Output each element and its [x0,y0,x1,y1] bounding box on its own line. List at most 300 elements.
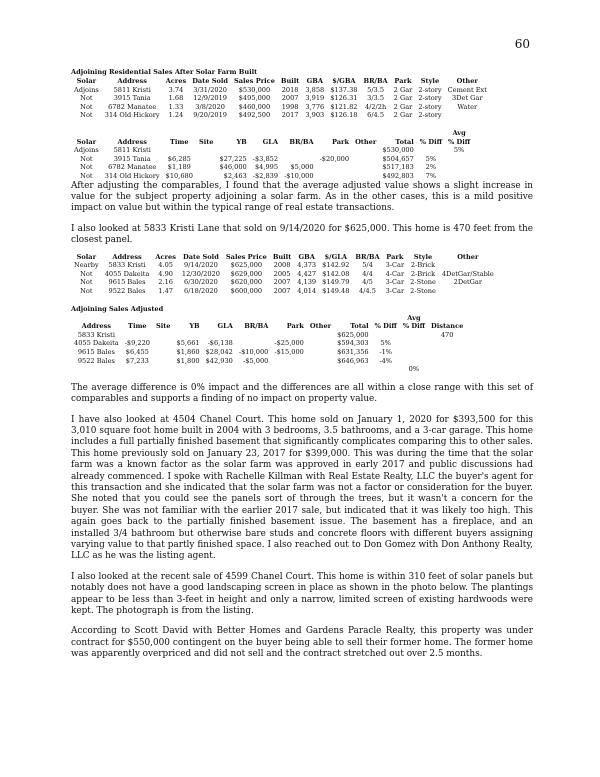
table4-cell [236,331,272,340]
table4-header-cell: BR/BA [244,322,269,331]
table4-avg-cell [203,314,236,323]
table3-cell: $142.08 [322,269,350,278]
table2-cell [196,172,217,181]
table4-cell [400,348,428,357]
table1-sales-after-solar [71,77,490,120]
table3-header-cell: Date Sold [183,252,219,261]
table2-avg-cell [317,129,353,138]
table1-header-cell: Other [456,77,478,85]
table4-avg-cell [174,314,203,323]
table2-header-row [71,138,473,147]
table2-cell [196,155,217,164]
table2-cell [317,163,353,172]
table4-avg-cell [71,314,122,323]
table4-body [71,331,466,374]
table4-cell: $631,356 [337,347,369,356]
table3-cell: 4DetGar/Stable [441,269,494,278]
table4-header-cell: Site [156,322,171,331]
table4-avg-cell [307,314,334,323]
paragraph-3: The average difference is 0% impact and the differences are all within a close range with this set of comparables and supports a finding of no impact on property value. [71,382,533,405]
table4-header-cell: GLA [217,322,233,331]
table2-cell [445,155,473,164]
table3-cell: Not [80,278,93,287]
table2-cell [281,155,317,164]
table3-cell: 3-Car [385,278,405,287]
table3-cell: 2-Brick [410,261,436,270]
table4-average-cell: 0% [408,365,420,374]
table4-header-cell: Address [81,322,112,331]
table4-cell [400,357,428,366]
table4-avg-cell [122,314,153,323]
table4-cell [307,339,334,348]
table1-row [71,111,490,120]
table2-cell: Not [80,163,93,172]
table3-header-cell: Address [112,252,142,261]
table4-cell: -$25,000 [274,339,304,348]
table3-header-cell: $/GLA [324,252,347,261]
table4-cell: 5833 Kristi [77,330,115,339]
table2-header-cell: Total [395,137,414,146]
table2-header-cell: BR/BA [289,137,314,146]
table1-row [71,86,490,95]
table3-row [71,261,497,270]
table4-cell: -$6,138 [207,339,233,348]
table4-caption: Adjoining Sales Adjusted [71,304,164,313]
table4-average-cell [334,365,371,374]
table2-cell [163,146,196,155]
table4-average-cell [203,365,236,374]
table4-cell [307,357,334,366]
table4-cell: $7,233 [125,356,149,365]
table4-cell: $1,800 [176,356,200,365]
table2-avg-cell [281,129,317,138]
table3-cell: $625,000 [230,261,263,270]
table1-cell: $492,500 [238,111,271,120]
table2-avg-cell [417,129,445,138]
table4-average-cell [236,365,272,374]
table2-cell: $492,803 [382,171,414,180]
table1-cell: 2 Gar [393,85,413,94]
table3-cell: 5/4 [362,261,373,270]
table2-avg-cell [196,129,217,138]
table2-cell [445,163,473,172]
table4-avg-row [71,314,466,323]
table2-adjusted [71,129,473,181]
table2-cell: $530,000 [382,146,414,155]
table4-cell: $28,042 [205,347,233,356]
table1-body [71,86,490,120]
table4-cell [236,339,272,348]
table4-average-cell [71,365,122,374]
table1-cell: 2 Gar [393,111,413,120]
table2-avg-cell [250,129,281,138]
table2-avg-cell [379,129,416,138]
table3-cell: 1.47 [158,286,173,295]
table4-avg-cell: Avg [407,313,421,322]
table4-header-cell: YB [189,322,200,331]
table4-average-cell [307,365,334,374]
table2-cell: 3915 Tania [113,154,151,163]
table2-cell: -$10,000 [284,171,314,180]
table2-avg-cell: Avg [452,128,466,137]
table3-cell: Not [80,269,93,278]
table3-header-row [71,253,497,262]
table1-header-cell: $/GBA [332,77,356,85]
table4-header-cell: % Diff [374,322,397,331]
table4-average-cell [372,365,400,374]
table2-cell: $504,657 [382,154,414,163]
table4-cell: 4055 Dakeita [74,339,119,348]
table1-cell: 1.68 [168,94,184,103]
table3-cell: 6/18/2020 [184,286,218,295]
table1-cell: Adjoins [74,85,99,94]
table2-cell [196,163,217,172]
table2-cell: $10,680 [165,171,193,180]
page-number: 60 [514,37,530,51]
table1-cell: 2-story [418,94,442,103]
table3-cell: $620,000 [230,278,263,287]
table2-cell: -$3,852 [252,154,279,163]
table2-cell: 2% [425,163,437,172]
table3-row [71,287,497,296]
table4-adjoining-adjusted [71,314,466,374]
table3-cell: 12/30/2020 [181,269,220,278]
table1-cell: 3,776 [305,102,325,111]
table1-cell: 2018 [281,85,299,94]
table2-cell [317,146,353,155]
table1-cell: 2 Gar [393,94,413,103]
table1-cell: $460,000 [238,102,271,111]
table4-cell: $5,661 [176,339,200,348]
table1-cell: $121.82 [330,102,358,111]
table3-cell [439,261,497,270]
table4-row [71,331,466,340]
table2-cell [352,155,379,164]
table4-cell: $646,963 [337,356,369,365]
table4-cell: $1,860 [176,347,200,356]
table3-header-cell: GBA [298,252,315,261]
table4-cell: 9615 Bales [77,347,115,356]
table2-cell [417,146,445,155]
table2-avg-row [71,129,473,138]
table3-cell: $149.48 [322,286,350,295]
table3-cell [439,287,497,296]
table4-header-cell: Other [309,322,332,331]
table4-header-cell: Time [128,322,147,331]
table1-cell: 3/3.5 [367,94,385,103]
table1-cell: 6/4.5 [367,111,385,120]
table1-header-cell: GBA [306,77,323,85]
table2-cell: Not [80,171,93,180]
table3-cell: $600,000 [230,286,263,295]
table3-cell: 2005 [273,269,291,278]
table4-cell: -$9,220 [124,339,150,348]
paragraph-5: I also looked at the recent sale of 4599 Chanel Court. This home is within 310 feet of solar panels but notably does not have a good landscaping screen in place as shown in the photo below. The plantings appear to be less than 3-feet in height and only a narrow, limited screen of existing hardwoods were kept. The photograph is from the listing. [71,571,533,616]
table1-cell: 314 Old Hickory [104,111,160,120]
table3-cell: 9522 Bales [108,286,146,295]
table4-cell: $6,455 [125,347,149,356]
table4-cell [400,339,428,348]
table4-cell [307,348,334,357]
table1-cell: 2-story [418,85,442,94]
table3-cell: 9615 Bales [108,278,146,287]
table2-cell: $46,000 [219,163,247,172]
table4-cell: 470 [440,330,454,339]
table1-cell: 2-story [418,111,442,120]
table4-header-cell: Distance [431,322,464,331]
table2-header-cell: Other [355,137,377,146]
table4-avg-cell [428,314,466,323]
table1-cell: 2017 [281,111,299,120]
table2-cell [281,146,317,155]
table1-cell: Not [80,94,93,103]
table2-cell [352,146,379,155]
paragraph-1: After adjusting the comparables, I found that the average adjusted value shows a slight increase in value for the subject property adjoining a solar farm. As in the other cases, this is a mild positive impact on value but within the typical range of real estate transactions. [71,180,533,214]
table4-cell [153,339,174,348]
paragraph-2: I also looked at 5833 Kristi Lane that sold on 9/14/2020 for $625,000. This home is 470 feet from the closest panel. [71,223,533,246]
table4-avg-cell [334,314,371,323]
table4-cell [428,339,466,348]
table2-cell [196,146,217,155]
table2-cell: 5% [453,146,465,155]
table4-cell: 9522 Bales [77,356,115,365]
table2-cell [445,172,473,181]
table2-cell: Adjoins [74,146,99,155]
table1-cell: 3,903 [305,111,325,120]
table2-cell: $4,995 [254,163,279,172]
table1-cell: 4/2/2h [364,102,387,111]
table3-cell: $149.79 [322,278,350,287]
table4-average-cell [174,365,203,374]
table3-header-cell: BR/BA [355,252,380,261]
table3-header-cell: Park [386,252,404,261]
table3-cell: 2DetGar [453,278,483,287]
table2-avg-cell [71,129,102,138]
table2-header-cell: GLA [262,137,279,146]
table3-header-cell: Sales Price [225,252,267,261]
table1-header-cell: Solar [76,77,97,85]
table1-header-cell: Park [394,77,412,85]
table4-cell [428,348,466,357]
table1-cell: $126.18 [330,111,358,120]
table4-average-cell [271,365,307,374]
table1-cell: 3/31/2020 [193,85,227,94]
table2-cell [250,146,281,155]
table3-cell: 2007 [273,278,291,287]
table1-cell: 12/9/2019 [193,94,227,103]
table4-cell: $42,930 [205,356,233,365]
table2-cell: -$2,839 [252,171,279,180]
table1-header-cell: Address [117,77,147,85]
table4-header-cell: Park [286,322,304,331]
table4-cell [271,357,307,366]
table3-cell: 5833 Kristi [108,261,146,270]
table1-cell: 2-story [418,102,442,111]
table3-cell: 9/14/2020 [184,261,218,270]
table4-cell [174,331,203,340]
table1-cell: 9/20/2019 [193,111,227,120]
table4-avg-cell [271,314,307,323]
table1-cell: 3.74 [168,85,184,94]
table3-body [71,261,497,295]
table1-cell: $530,000 [238,85,271,94]
table4-cell: -$15,000 [274,347,304,356]
table1-header-cell: Sales Price [234,77,275,85]
table3-cell: 4/4 [362,269,373,278]
table3-cell: 2007 [273,286,291,295]
table3-cell: Nearby [74,261,99,270]
page-content [71,68,533,661]
table4-cell [307,331,334,340]
paragraph-6: According to Scott David with Better Homes and Gardens Paracle Realty, this property was under contract for $550,000 contingent on the buyer being able to sell their former home. The former home was apparently overpriced and did not sell and the contract stretched out over 2.5 months. [71,626,533,660]
table2-cell: -$20,000 [319,154,350,163]
table4-cell: -1% [379,347,393,356]
table3-cell: Not [80,286,93,295]
table3-cell: 4055 Dakeita [104,269,150,278]
table1-cell: Not [80,102,93,111]
table2-header-cell: Time [170,137,189,146]
table4-avg-cell [372,314,400,323]
table3-cell: 2008 [273,261,291,270]
table3-cell: $142.92 [322,261,350,270]
table4-cell: 5% [380,339,391,348]
table2-cell: $27,225 [219,154,247,163]
table3-kristi-comparables [71,253,497,296]
table4-cell [153,348,174,357]
table3-cell: 2-Stone [410,278,436,287]
table3-cell: 6/30/2020 [184,278,218,287]
table2-cell: 5811 Kristi [113,146,151,155]
table2-header-cell: % Diff [419,137,442,146]
table2-cell: $5,000 [290,163,314,172]
table4-average-row [71,365,466,374]
table1-cell: 5/3.5 [367,85,385,94]
table2-row [71,172,473,181]
table1-cell: $137.38 [330,85,358,94]
table2-avg-cell [352,129,379,138]
table1-cell: 1998 [281,102,299,111]
table2-cell: 5% [425,154,437,163]
table2-avg-cell [216,129,249,138]
table1-cell: 3Det Gar [452,94,483,103]
table1-cell: 1.33 [168,102,184,111]
table2-cell: $6,285 [167,154,191,163]
table4-cell [153,357,174,366]
table1-cell: Water [457,102,478,111]
table4-cell [271,331,307,340]
table1-cell [445,111,490,120]
table2-row [71,163,473,172]
table3-cell: 3-Car [385,286,405,295]
table4-cell: -$5,000 [243,356,269,365]
table4-header-cell: % Diff [402,322,426,331]
table1-cell: 3915 Tania [113,94,151,103]
table2-cell [352,172,379,181]
table2-cell [216,146,249,155]
table3-header-cell: Acres [155,252,176,261]
table2-cell [317,172,353,181]
table1-cell: $495,000 [238,94,271,103]
table3-header-cell: Style [413,252,433,261]
table3-header-cell: Solar [76,252,97,261]
table4-cell [153,331,174,340]
table4-row [71,339,466,348]
table3-cell: 4,427 [297,269,317,278]
table3-cell: 3-Car [385,261,405,270]
table4-cell [428,357,466,366]
table3-row [71,270,497,279]
table1-cell: 2007 [281,94,299,103]
table4-avg-cell [153,314,174,323]
table1-cell: Cement Ext [447,85,487,94]
table4-cell: $594,303 [337,339,369,348]
table3-header-cell: Built [272,252,292,261]
table4-cell: $625,000 [337,330,369,339]
table4-average-cell [428,365,466,374]
table3-cell: 4.05 [158,261,173,270]
table1-header-row [71,77,490,86]
table2-cell: $1,189 [167,163,191,172]
table3-cell: 4-Car [385,269,405,278]
table4-cell: -$10,000 [238,347,269,356]
table2-avg-cell [163,129,196,138]
table3-cell: 4,373 [297,261,317,270]
table3-cell: 2-Brick [410,269,436,278]
table2-cell: 6782 Manatee [108,163,157,172]
table4-cell [122,331,153,340]
table4-header-cell: Total [350,322,369,331]
table1-cell: Not [80,111,93,120]
table3-cell: 4.90 [158,269,173,278]
table3-cell: 4/5 [362,278,373,287]
table3-cell: 4,014 [297,286,317,295]
table3-cell: 2-Stone [410,286,436,295]
table1-header-cell: Acres [165,77,187,85]
table4-cell [400,331,428,340]
table1-row [71,103,490,112]
table2-row [71,155,473,164]
table4-cell: -4% [379,356,393,365]
table1-header-cell: BR/BA [363,77,388,85]
table1-cell: 1.24 [168,111,184,120]
table2-row [71,146,473,155]
table1-header-cell: Built [280,77,300,85]
table3-header-cell: Other [457,252,479,261]
table2-header-cell: % Diff [448,137,471,146]
table1-cell: 5811 Kristi [113,85,151,94]
table3-cell: 2.16 [158,278,173,287]
table3-cell: 4,139 [297,278,317,287]
paragraph-4: I have also looked at 4504 Chanel Court. This home sold on January 1, 2020 for $393,500 for this 3,010 square foot home built in 2004 with 3 bedrooms, 3.5 bathrooms, and a 3-car garage. This home includes a full partially finished basement that significantly complicates comparing this to other sales. This home previously sold on January 23, 2017 for $399,000. This was during the time that the solar farm was a known factor as the solar farm was approved in early 2017 and public discussions had already commenced. I spoke with Rachelle Killman with Real Estate Realty, LLC the buyer's agent for this transaction and she indicated that the solar farm was not a factor or consideration for the buyer. She noted that you could see the panels sort of through the trees, but it wasn't a concern for the buyer. She was not familiar with the earlier 2017 sale, but indicated that it was likely too high. This again goes back to the partially finished basement issue. The basement has a fireplace, and an installed 3/4 bathroom but otherwise bare studs and concrete floors with different buyers assigning varying value to that partly finished space. I also reached out to Don Gomez with Don Anthony Realty, LLC as he was the listing agent. [71,414,533,562]
table2-avg-cell [102,129,163,138]
table2-cell: $517,183 [382,163,414,172]
table4-average-cell [122,365,153,374]
table2-header-cell: Solar [76,137,97,146]
table3-row [71,278,497,287]
table2-header-cell: Site [198,137,214,146]
table1-cell: 6782 Manatee [108,102,157,111]
table2-cell: $2,463 [223,171,247,180]
table1-row [71,94,490,103]
table1-cell: $126.31 [330,94,358,103]
table2-cell: 7% [425,171,437,180]
table4-average-cell [153,365,174,374]
table2-header-cell: Park [331,137,350,146]
table1-header-cell: Style [420,77,440,85]
table1-cell: 3,919 [305,94,325,103]
table2-body [71,146,473,180]
table4-row [71,357,466,366]
